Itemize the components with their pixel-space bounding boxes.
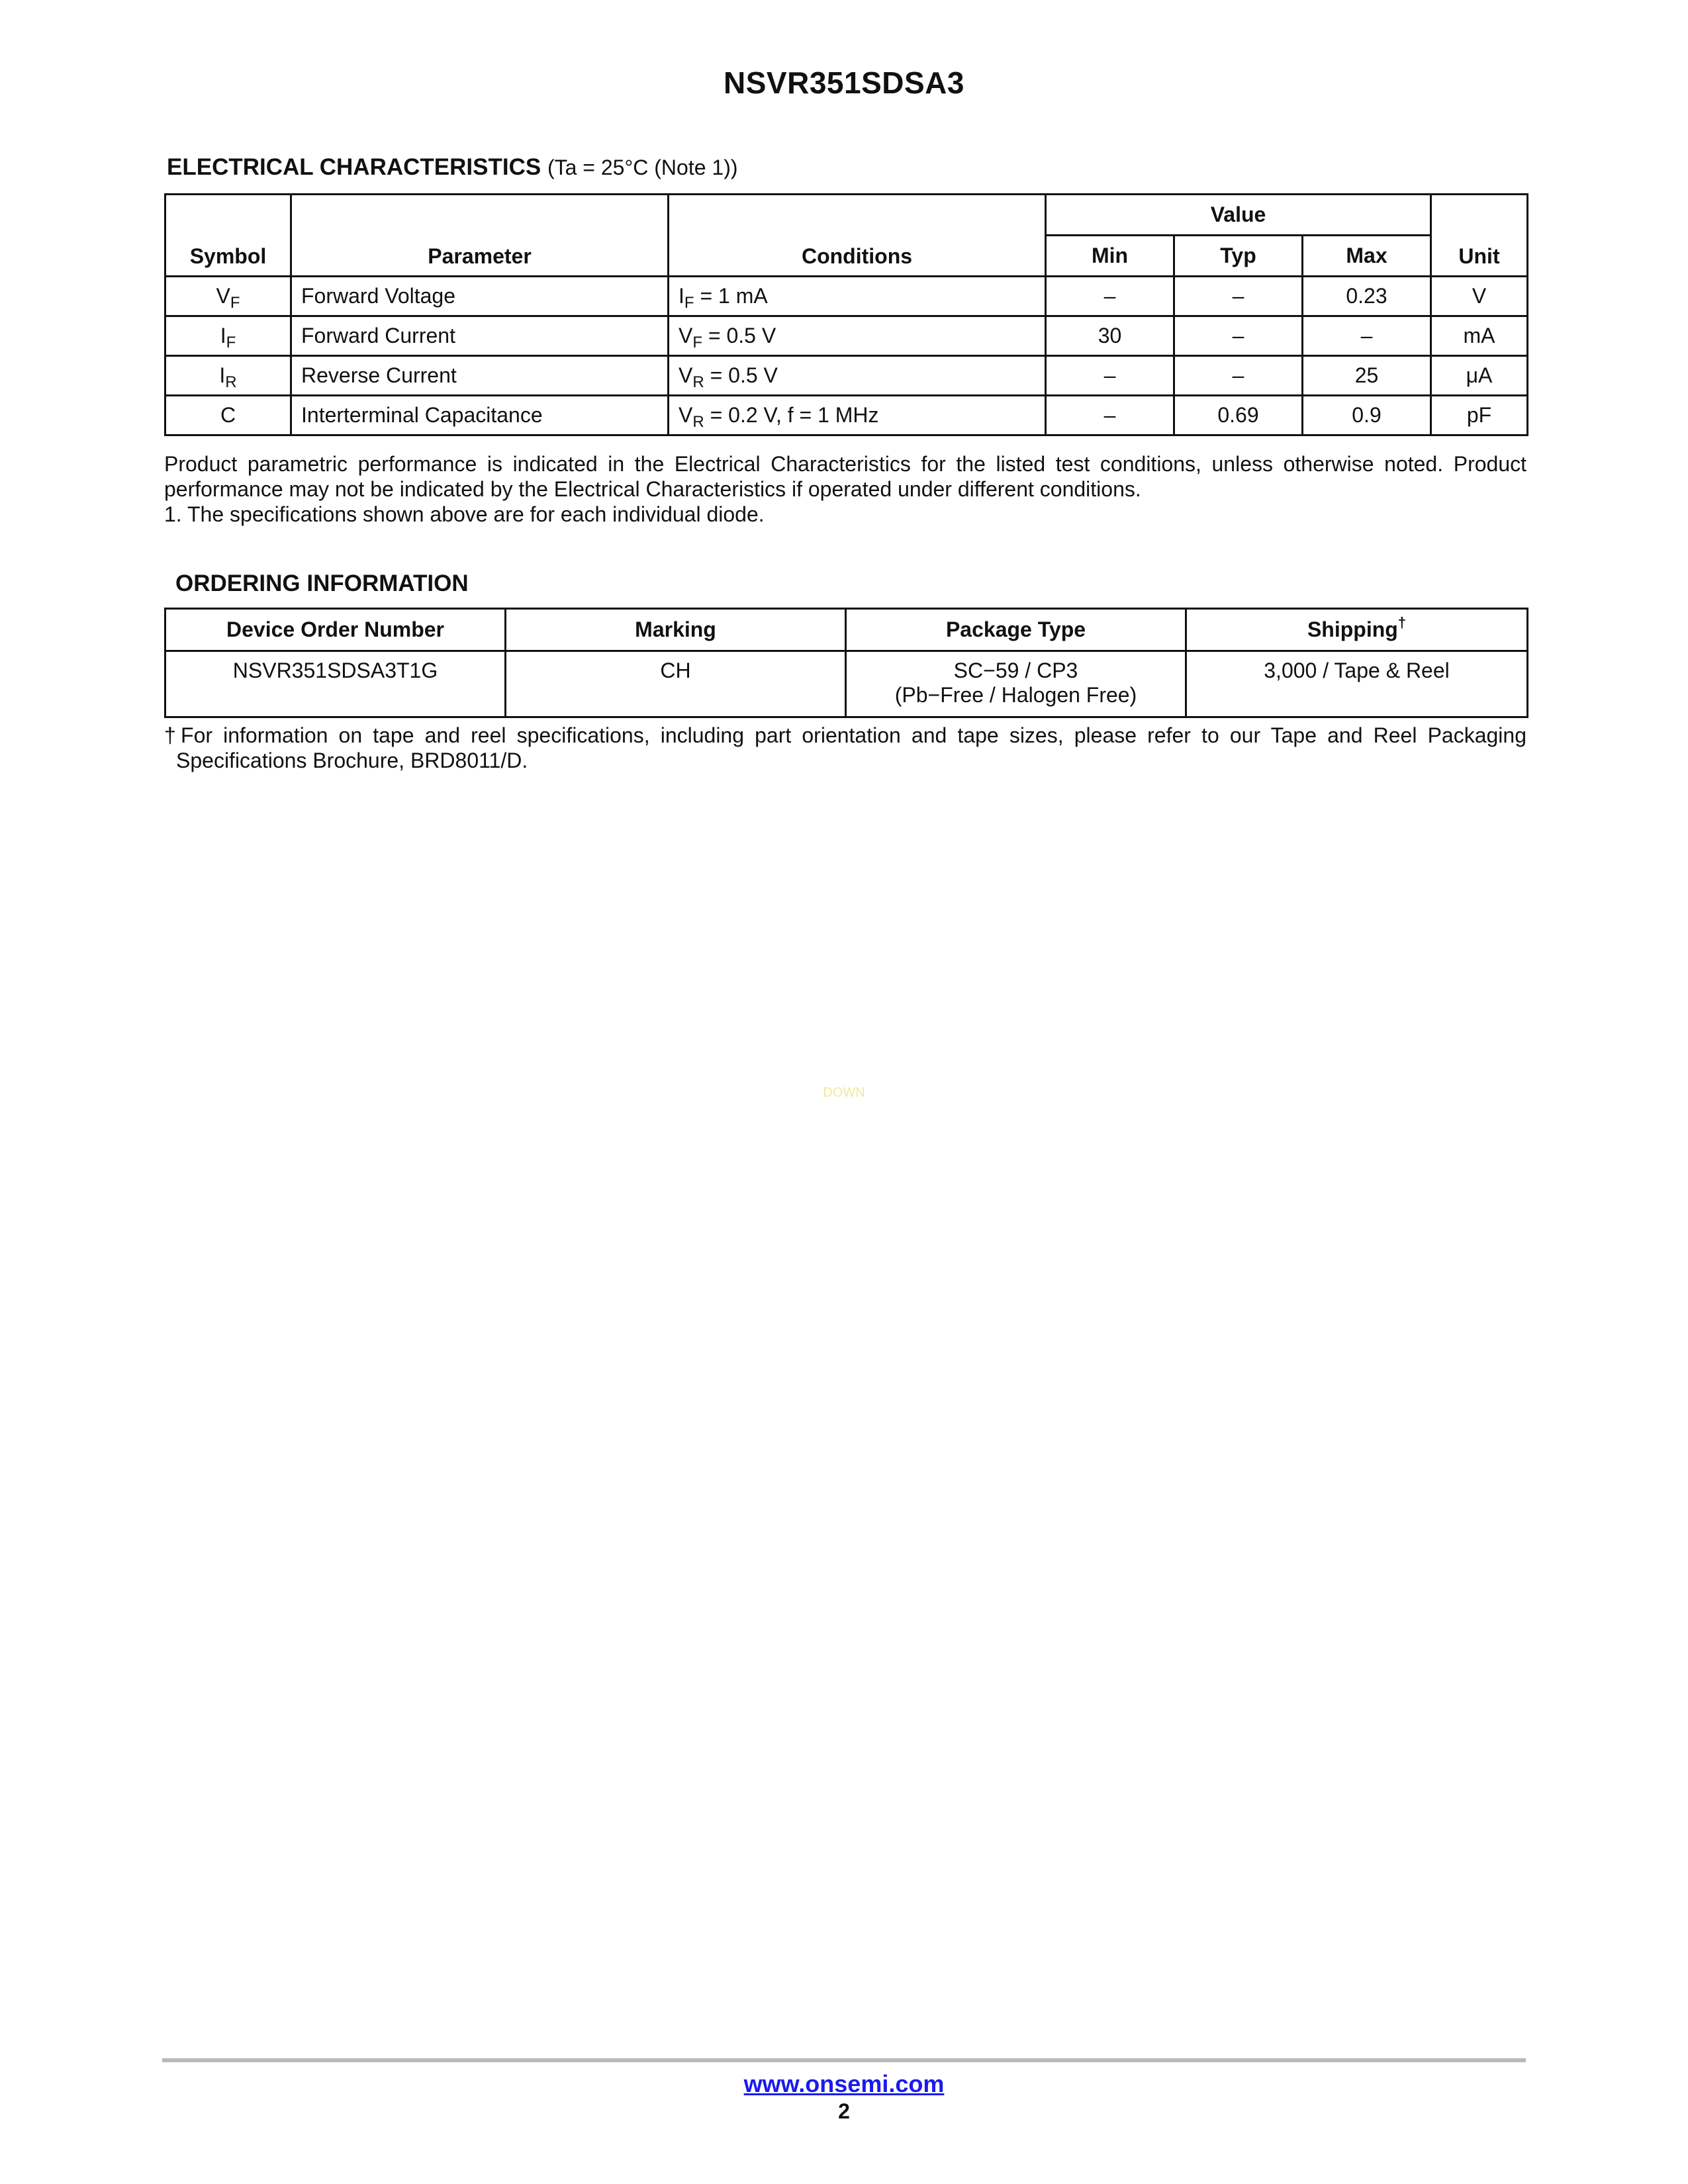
typ-cell: –: [1174, 316, 1303, 356]
parameter-cell: Forward Voltage: [291, 277, 669, 316]
section-title: ORDERING INFORMATION: [175, 570, 469, 596]
col-header-package-type: Package Type: [846, 609, 1186, 651]
document-title: NSVR351SDSA3: [724, 66, 964, 100]
watermark: DOWN: [823, 1085, 865, 1100]
unit-cell: V: [1431, 277, 1528, 316]
unit-cell: pF: [1431, 396, 1528, 435]
col-header-parameter: Parameter: [291, 195, 669, 277]
footer-divider: [162, 2058, 1526, 2062]
conditions-cell: $I_F = 1$ mA: [669, 277, 1046, 316]
section-title: ELECTRICAL CHARACTERISTICS: [167, 154, 541, 180]
typ-cell: –: [1174, 356, 1303, 396]
note-1: 1. The specifications shown above are for each individual diode.: [164, 502, 765, 526]
max-cell: –: [1303, 316, 1431, 356]
symbol-cell: $I_R$: [165, 356, 291, 396]
parametric-performance-note: Product parametric performance is indicated in the Electrical Characteristics for the listed test conditions, unless otherwise noted. Product performance may not be indicated by the Electrical Characteristics if operated under different conditions.: [164, 452, 1526, 501]
max-cell: 25: [1303, 356, 1431, 396]
unit-cell: μA: [1431, 356, 1528, 396]
electrical-characteristics-heading: [167, 154, 738, 181]
device-order-number-cell: NSVR351SDSA3T1G: [165, 651, 506, 717]
table-row: [165, 651, 1528, 717]
min-cell: 30: [1046, 316, 1174, 356]
min-cell: –: [1046, 356, 1174, 396]
typ-cell: 0.69: [1174, 396, 1303, 435]
conditions-cell: $V_R = 0.2$ V, f = 1 MHz: [669, 396, 1046, 435]
min-cell: –: [1046, 277, 1174, 316]
electrical-characteristics-table: [164, 193, 1528, 436]
table-row: [165, 356, 1528, 396]
website-link[interactable]: www.onsemi.com: [743, 2070, 945, 2097]
parameter-cell: Reverse Current: [291, 356, 669, 396]
package-line-2: (Pb−Free / Halogen Free): [894, 683, 1137, 707]
col-header-shipping: Shipping†: [1186, 609, 1528, 651]
table-row: [165, 396, 1528, 435]
package-line-1: SC−59 / CP3: [953, 659, 1078, 682]
col-header-conditions: Conditions: [669, 195, 1046, 277]
conditions-cell: $V_F = 0.5$ V: [669, 316, 1046, 356]
table-row: [165, 316, 1528, 356]
max-cell: 0.23: [1303, 277, 1431, 316]
ordering-information-heading: [175, 570, 469, 597]
col-header-value: Value: [1046, 195, 1431, 236]
conditions-cell: $V_R = 0.5$ V: [669, 356, 1046, 396]
symbol-cell: $V_F$: [165, 277, 291, 316]
symbol-cell: $I_F$: [165, 316, 291, 356]
table-row: [165, 277, 1528, 316]
marking-cell: CH: [506, 651, 846, 717]
heading-conditions: (Ta = 25°C (Note 1)): [547, 156, 738, 179]
parameter-cell: Forward Current: [291, 316, 669, 356]
col-header-device-order-number: Device Order Number: [165, 609, 506, 651]
typ-cell: –: [1174, 277, 1303, 316]
parameter-cell: Interterminal Capacitance: [291, 396, 669, 435]
page-number: 2: [838, 2099, 850, 2123]
col-header-typ: Typ: [1174, 236, 1303, 277]
min-cell: –: [1046, 396, 1174, 435]
col-header-marking: Marking: [506, 609, 846, 651]
max-cell: 0.9: [1303, 396, 1431, 435]
package-type-cell: [846, 651, 1186, 717]
tape-reel-footnote: †For information on tape and reel specifications, including part orientation and tape sizes, please refer to our Tape and Reel Packaging Specifications Brochure, BRD8011/D.: [164, 723, 1526, 772]
col-header-symbol: Symbol: [165, 195, 291, 277]
symbol-cell: C: [165, 396, 291, 435]
shipping-cell: 3,000 / Tape & Reel: [1186, 651, 1528, 717]
unit-cell: mA: [1431, 316, 1528, 356]
col-header-unit: Unit: [1431, 195, 1528, 277]
ordering-information-table: [164, 608, 1528, 718]
col-header-min: Min: [1046, 236, 1174, 277]
col-header-max: Max: [1303, 236, 1431, 277]
